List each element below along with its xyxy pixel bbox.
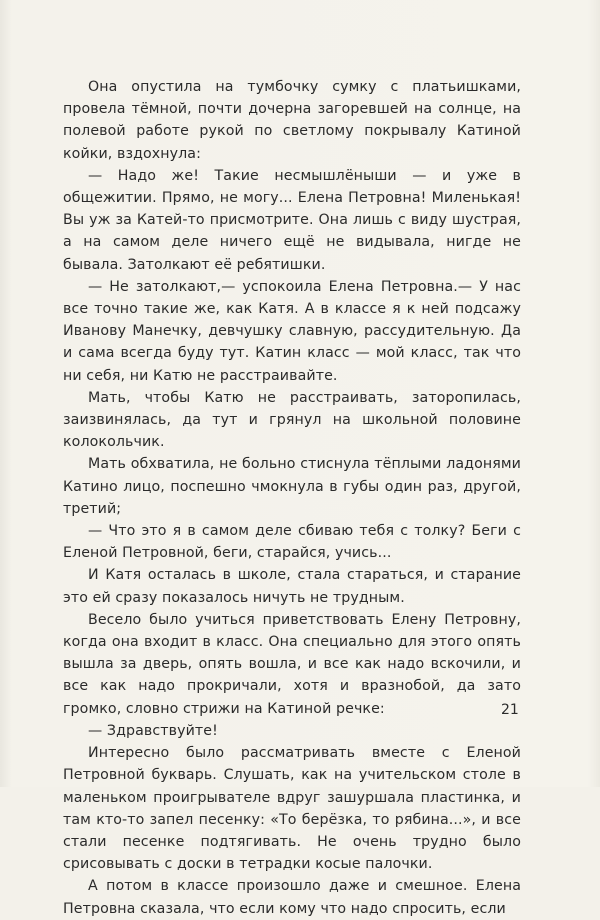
paragraph: Она опустила на тумбочку сумку с платьишками, провела тёмной, почти дочерна загоревшей на солнце, на полевой работе рукой по светлому покрывалу Катиной койки, вздохнула: xyxy=(63,79,521,162)
paragraph: — Не затолкают,— успокоила Елена Петровна.— У нас все точно такие же, как Катя. А в классе я к ней подсажу Иванову Манечку, девчушку славную, рассудительную. Да и сама всегда буду тут. Катин класс — мой класс, так что ни себя, ни Катю не расстраивайте. xyxy=(63,278,521,384)
paragraph: — Надо же! Такие несмышлёныши — и уже в общежитии. Прямо, не могу... Елена Петровна! Миленькая! Вы уж за Катей-то присмотрите. Она лишь с виду шустрая, а на самом деле ничего ещё не видывала, нигде не бывала. Затолкают её ребятишки. xyxy=(63,167,521,273)
body-text xyxy=(63,76,521,920)
paragraph: Весело было учиться приветствовать Елену Петровну, когда она входит в класс. Она специально для этого опять вышла за дверь, опять вошла, и все как надо вскочили, и все как надо прокричали, хотя и вразнобой, да зато громко, словно стрижи на Катиной речке: xyxy=(63,611,521,717)
paragraph: А потом в классе произошло даже и смешное. Елена Петровна сказала, что если кому что надо спросить, если xyxy=(63,878,521,917)
paragraph: Мать, чтобы Катю не расстраивать, заторопилась, заизвинялась, да тут и грянул на школьной половине колокольчик. xyxy=(63,389,521,451)
paragraph: — Что это я в самом деле сбиваю тебя с толку? Беги с Еленой Петровной, беги, старайся, учись... xyxy=(63,523,521,562)
page-number: 21 xyxy=(501,702,519,718)
paragraph: И Катя осталась в школе, стала стараться, и старание это ей сразу показалось ничуть не трудным. xyxy=(63,567,521,606)
paragraph: Мать обхватила, не больно стиснула тёплыми ладонями Катино лицо, поспешно чмокнула в губы один раз, другой, третий; xyxy=(63,456,521,517)
paragraph: — Здравствуйте! xyxy=(88,722,218,739)
paragraph: Интересно было рассматривать вместе с Еленой Петровной букварь. Слушать, как на учительском столе в маленьком проигрывателе вдруг зашуршала пластинка, и там кто-то запел песенку: «То берёзка, то рябина...», и все стали песенке подтягивать. Не очень трудно было срисовывать с доски в тетрадки косые палочки. xyxy=(63,745,521,873)
